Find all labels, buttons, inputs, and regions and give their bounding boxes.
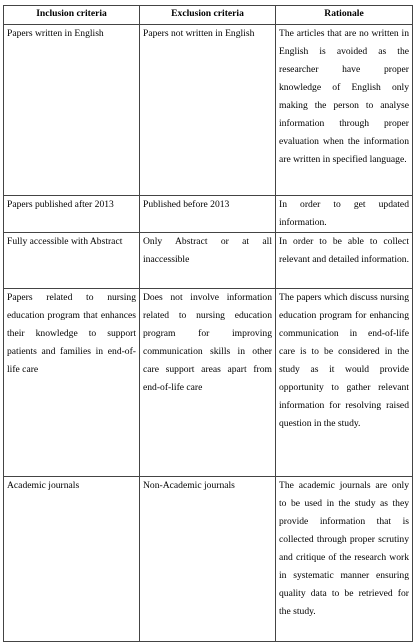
header-exclusion: Exclusion criteria [140, 6, 276, 25]
header-inclusion: Inclusion criteria [4, 6, 140, 25]
exclusion-cell: Does not involve information related to nursing education program for improving communication skills in other care support areas apart from end-of-life care [140, 289, 276, 477]
rationale-cell: The academic journals are only to be used in the study as they provide information that is collected through proper scrutiny and critique of the research work in systematic manner ensuring quality data to be retrieved for the study. [276, 477, 413, 642]
exclusion-cell: Non-Academic journals [140, 477, 276, 642]
inclusion-cell: Papers related to nursing education program that enhances their knowledge to support patients and families in end-of-life care [4, 289, 140, 477]
table-row [4, 25, 413, 196]
inclusion-cell: Academic journals [4, 477, 140, 642]
inclusion-cell: Fully accessible with Abstract [4, 233, 140, 289]
table-row [4, 289, 413, 477]
criteria-table [3, 5, 413, 642]
exclusion-cell: Published before 2013 [140, 196, 276, 233]
rationale-cell: In order to be able to collect relevant and detailed information. [276, 233, 413, 289]
header-rationale: Rationale [276, 6, 413, 25]
inclusion-cell: Papers published after 2013 [4, 196, 140, 233]
rationale-cell: In order to get updated information. [276, 196, 413, 233]
exclusion-cell: Only Abstract or at all inaccessible [140, 233, 276, 289]
inclusion-cell: Papers written in English [4, 25, 140, 196]
rationale-cell: The articles that are no written in English is avoided as the researcher have proper knowledge of English only making the person to analyse information through proper evaluation when the information are written in specified language. [276, 25, 413, 196]
table-row [4, 233, 413, 289]
rationale-cell: The papers which discuss nursing education program for enhancing communication in end-of-life care is to be considered in the study as it would provide opportunity to gather relevant information for resolving raised question in the study. [276, 289, 413, 477]
header-row [4, 6, 413, 25]
table-row [4, 477, 413, 642]
table-row [4, 196, 413, 233]
exclusion-cell: Papers not written in English [140, 25, 276, 196]
